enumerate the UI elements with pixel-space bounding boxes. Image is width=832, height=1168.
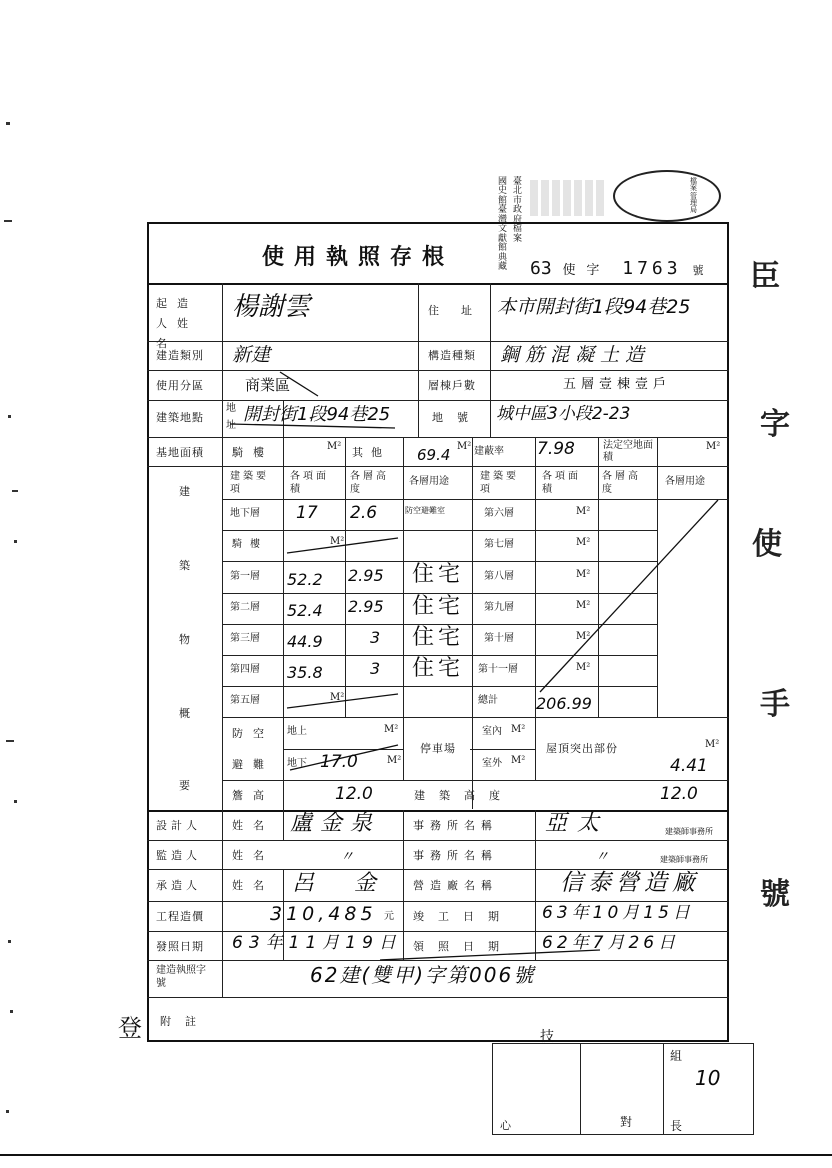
floor-label: 第十一層 bbox=[478, 664, 518, 675]
unit-yuan: 元 bbox=[384, 911, 394, 922]
value-land-no: 城中區3小段2-23 bbox=[496, 404, 631, 424]
floor-label: 第三層 bbox=[230, 633, 260, 644]
label-summary-4: 概 bbox=[179, 707, 190, 720]
unit-m2: M² bbox=[387, 755, 402, 766]
label-remarks: 附註 bbox=[160, 1015, 210, 1028]
label-designer: 設計人 bbox=[156, 819, 201, 832]
floor-label: 總計 bbox=[478, 695, 498, 706]
floor-label: 第五層 bbox=[230, 695, 260, 706]
label-eaves: 簷高 bbox=[232, 789, 274, 802]
value-designer-office: 亞太 bbox=[545, 811, 610, 836]
label-permit-no: 建造執照字號 bbox=[156, 965, 206, 989]
value-receive-date: 62年7月26日 bbox=[542, 933, 680, 953]
unit-m2: M² bbox=[457, 441, 472, 452]
label-above: 地上 bbox=[287, 726, 307, 737]
label-cost: 工程造價 bbox=[156, 910, 204, 923]
unit-m2: M² bbox=[576, 662, 591, 673]
label-summary-2: 築 bbox=[179, 559, 190, 572]
permit-number-char-2: 字 bbox=[586, 263, 600, 278]
label-addr-sub-1: 地 bbox=[226, 403, 236, 414]
header-floor-height: 各層高度 bbox=[350, 471, 389, 495]
value-cost: 310,485 bbox=[270, 903, 377, 925]
label-site-area: 基地面積 bbox=[156, 446, 204, 459]
value-issue-date: 63年11月19日 bbox=[232, 933, 402, 953]
label-structure-type: 構造種類 bbox=[428, 349, 476, 362]
permit-number-char-1: 使 bbox=[562, 263, 576, 278]
label-summary-1: 建 bbox=[179, 485, 190, 498]
unit-m2: M² bbox=[330, 536, 345, 547]
label-bldg-height: 建築高度 bbox=[414, 789, 514, 802]
unit-m2: M² bbox=[511, 724, 526, 735]
label-firm-name: 營造廠名稱 bbox=[413, 879, 498, 892]
label-addr-sub-2: 址 bbox=[226, 420, 236, 431]
floor-area: 35.8 bbox=[287, 663, 323, 682]
floor-area: 44.9 bbox=[287, 632, 323, 651]
label-floors-units: 層棟戶數 bbox=[428, 379, 476, 392]
label-evac: 避難 bbox=[232, 758, 274, 771]
floor-use: 住宅 bbox=[412, 625, 465, 650]
unit-m2: M² bbox=[327, 441, 342, 452]
unit-m2: M² bbox=[330, 692, 345, 703]
value-zoning: 商業區 bbox=[245, 376, 291, 394]
value-roof: 4.41 bbox=[670, 756, 708, 776]
value-supervisor-office: 〃 bbox=[595, 849, 609, 865]
label-supervisor: 監造人 bbox=[156, 849, 201, 862]
bottom-rule bbox=[0, 1154, 832, 1156]
label-office-name: 事務所名稱 bbox=[413, 819, 498, 832]
value-applicant: 楊謝雲 bbox=[232, 292, 311, 322]
bleed-char: 字 bbox=[760, 407, 790, 442]
floor-area: 52.4 bbox=[287, 601, 323, 620]
label-legal-open-space: 法定空地面積 bbox=[603, 440, 653, 463]
floor-label: 第十層 bbox=[484, 633, 514, 644]
value-floors-units: 五層壹棟壹戶 bbox=[563, 377, 672, 392]
value-building-type: 新建 bbox=[232, 344, 271, 366]
floor-label: 地下層 bbox=[230, 508, 260, 519]
bleed-char: 手 bbox=[760, 687, 790, 722]
label-summary-3: 物 bbox=[179, 633, 190, 646]
value-supervisor: 〃 bbox=[340, 849, 354, 865]
header-item: 建築要項 bbox=[480, 471, 519, 495]
label-land-no: 地號 bbox=[432, 411, 482, 424]
header-floor-area: 各項面積 bbox=[542, 471, 581, 495]
header-floor-use: 各層用途 bbox=[409, 476, 449, 487]
label-below: 地下 bbox=[287, 758, 307, 769]
label-indoor: 室內 bbox=[482, 726, 502, 737]
supervisor-office-stamp: 建築師事務所 bbox=[660, 855, 708, 864]
unit-m2: M² bbox=[576, 506, 591, 517]
value-contractor-firm: 信泰營造廠 bbox=[560, 870, 700, 896]
bleed-char: 臣 bbox=[750, 259, 780, 294]
value-site-location: 開封街1段94巷25 bbox=[243, 404, 391, 425]
label-outdoor: 室外 bbox=[482, 758, 502, 769]
value-eaves: 12.0 bbox=[335, 784, 373, 804]
archive-stamp-line-2: 臺北市政府檔案 bbox=[513, 177, 523, 244]
form-title: 使用執照存根 bbox=[262, 244, 455, 270]
floor-use: 住宅 bbox=[412, 656, 465, 681]
header-item: 建築要項 bbox=[230, 471, 269, 495]
floor-use: 防空避難室 bbox=[405, 506, 445, 515]
label-completion: 竣工日期 bbox=[413, 910, 513, 923]
label-site-location: 建築地點 bbox=[156, 411, 204, 424]
label-roof: 屋頂突出部份 bbox=[546, 742, 618, 755]
value-permit-no: 62建(雙甲)字第006號 bbox=[310, 963, 536, 987]
signature-mark: 10 bbox=[695, 1066, 721, 1090]
side-mark: 登 bbox=[118, 1014, 142, 1042]
label-summary-5: 要 bbox=[179, 779, 190, 792]
floor-label: 第九層 bbox=[484, 602, 514, 613]
bleed-char: 使 bbox=[752, 527, 782, 562]
floor-height: 3 bbox=[370, 628, 381, 647]
label-shelter: 防空 bbox=[232, 727, 274, 740]
label-applicant: 起造人姓名 bbox=[156, 297, 198, 350]
unit-m2: M² bbox=[576, 600, 591, 611]
floor-height: 2.95 bbox=[348, 597, 384, 616]
value-contractor: 呂金 bbox=[292, 871, 417, 896]
unit-m2: M² bbox=[384, 724, 399, 735]
signature-cell-3: 組 bbox=[670, 1049, 683, 1063]
label-issue-date: 發照日期 bbox=[156, 940, 204, 953]
label-coverage: 建蔽率 bbox=[474, 446, 504, 457]
unit-m2: M² bbox=[576, 537, 591, 548]
scan-specks bbox=[0, 0, 60, 1168]
designer-office-stamp: 建築師事務所 bbox=[665, 827, 713, 836]
header-floor-use: 各層用途 bbox=[665, 476, 705, 487]
unit-m2: M² bbox=[706, 441, 721, 452]
signature-cell-2: 對 bbox=[620, 1115, 633, 1129]
label-arcade: 騎樓 bbox=[232, 446, 274, 459]
value-address: 本市開封街1段94巷25 bbox=[497, 296, 691, 318]
floor-area: 52.2 bbox=[287, 570, 323, 589]
floor-use: 住宅 bbox=[412, 562, 465, 587]
floor-height: 2.95 bbox=[348, 566, 384, 585]
value-structure-type: 鋼筋混凝土造 bbox=[500, 344, 651, 366]
header-floor-height: 各層高度 bbox=[602, 471, 641, 495]
label-zoning: 使用分區 bbox=[156, 379, 204, 392]
unit-m2: M² bbox=[511, 755, 526, 766]
floor-area: 17 bbox=[296, 503, 318, 523]
value-completion: 63年10月15日 bbox=[542, 903, 694, 923]
label-contractor: 承造人 bbox=[156, 879, 201, 892]
floor-label: 第二層 bbox=[230, 602, 260, 613]
floor-label: 第七層 bbox=[484, 539, 514, 550]
bleed-char: 號 bbox=[760, 877, 790, 912]
permit-number-prefix: 63 bbox=[530, 258, 552, 279]
floor-use: 住宅 bbox=[412, 594, 465, 619]
floor-height: 2.6 bbox=[350, 503, 378, 523]
floor-label: 第六層 bbox=[484, 508, 514, 519]
label-receive-date: 領照日期 bbox=[413, 940, 513, 953]
permit-number-suffix: 號 bbox=[692, 264, 704, 277]
label-other: 其他 bbox=[352, 446, 390, 459]
label-address: 住址 bbox=[428, 304, 494, 317]
signature-cell-5: 心 bbox=[500, 1119, 511, 1132]
floor-label: 第一層 bbox=[230, 571, 260, 582]
header-floor-area: 各項面積 bbox=[290, 471, 329, 495]
floor-height: 3 bbox=[370, 659, 381, 678]
value-other: 69.4 bbox=[417, 446, 451, 464]
label-office-name: 事務所名稱 bbox=[413, 849, 498, 862]
label-parking: 停車場 bbox=[420, 742, 456, 755]
archive-stamp-line-1: 國史館臺灣文獻館典藏 bbox=[498, 177, 508, 272]
label-building-type: 建造類別 bbox=[156, 349, 204, 362]
value-bldg-height: 12.0 bbox=[660, 784, 698, 804]
permit-number-value: 1763 bbox=[622, 258, 682, 279]
value-coverage: 7.98 bbox=[537, 439, 575, 459]
signature-cell-1: 技 bbox=[540, 1029, 554, 1045]
floor-label: 第八層 bbox=[484, 571, 514, 582]
value-designer: 盧金泉 bbox=[290, 811, 381, 836]
unit-m2: M² bbox=[576, 631, 591, 642]
label-name: 姓名 bbox=[232, 849, 274, 862]
floor-label: 第四層 bbox=[230, 664, 260, 675]
unit-m2: M² bbox=[576, 569, 591, 580]
label-name: 姓名 bbox=[232, 879, 274, 892]
unit-m2: M² bbox=[705, 739, 720, 750]
label-name: 姓名 bbox=[232, 819, 274, 832]
signature-cell-4: 長 bbox=[670, 1119, 683, 1133]
value-total-area: 206.99 bbox=[536, 694, 592, 713]
value-evac-below: 17.0 bbox=[320, 752, 358, 772]
floor-label: 騎樓 bbox=[232, 539, 268, 550]
archive-seal-text: 檔案管理局 bbox=[690, 177, 697, 215]
